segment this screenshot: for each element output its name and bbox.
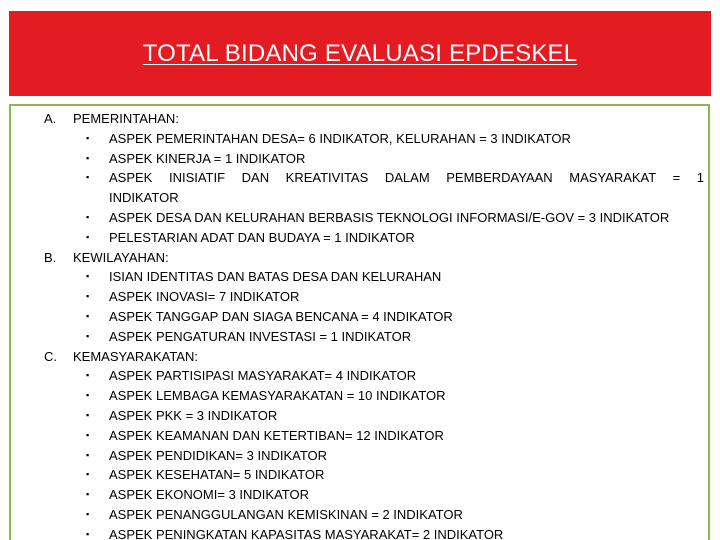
bullet-icon: ▪ (86, 449, 90, 460)
section-kemasyarakatan (44, 347, 704, 540)
list-item-text: ASPEK DESA DAN KELURAHAN BERBASIS TEKNOLOGI INFORMASI/E-GOV = 3 INDIKATOR (109, 209, 670, 225)
list-item-text: ASPEK EKONOMI= 3 INDIKATOR (109, 487, 309, 503)
bullet-icon: ▪ (86, 291, 90, 302)
list-item (86, 465, 704, 485)
list-item-text: ASPEK KESEHATAN= 5 INDIKATOR (109, 467, 325, 483)
bullet-icon: ▪ (86, 508, 90, 519)
list-item (86, 406, 704, 426)
bullet-icon: ▪ (86, 211, 90, 222)
list-item (86, 327, 704, 347)
bullet-icon: ▪ (86, 429, 90, 440)
bullet-icon: ▪ (86, 132, 90, 143)
list-item-text: ASPEK PENINGKATAN KAPASITAS MASYARAKAT= 2 INDIKATOR (109, 526, 504, 540)
section-heading: PEMERINTAHAN: (73, 111, 179, 126)
bullet-icon: ▪ (86, 390, 90, 401)
bullet-icon: ▪ (86, 152, 90, 163)
bullet-icon: ▪ (86, 370, 90, 381)
list-item-text: ASPEK INOVASI= 7 INDIKATOR (109, 289, 300, 305)
bullet-icon: ▪ (86, 330, 90, 341)
section-kewilayahan (44, 248, 704, 347)
list-item-text: ASPEK KINERJA = 1 INDIKATOR (109, 150, 306, 166)
content-list (44, 109, 704, 540)
list-item-text: ASPEK INISIATIF DAN KREATIVITAS DALAM PEMBERDAYAAN MASYARAKAT = 1 INDIKATOR (109, 170, 704, 206)
list-item (86, 525, 704, 540)
bullet-icon: ▪ (86, 172, 90, 183)
bullet-icon: ▪ (86, 528, 90, 539)
slide-title: TOTAL BIDANG EVALUASI EPDESKEL (142, 39, 578, 67)
list-item (86, 267, 704, 287)
section-heading: KEMASYARAKATAN: (73, 348, 198, 364)
list-item-text: ASPEK LEMBAGA KEMASYARAKATAN = 10 INDIKATOR (109, 388, 446, 404)
list-item (86, 446, 704, 466)
list-item-text: ASPEK PENANGGULANGAN KEMISKINAN = 2 INDIKATOR (109, 506, 463, 522)
list-item-text: ASPEK PEMERINTAHAN DESA= 6 INDIKATOR, KELURAHAN = 3 INDIKATOR (109, 130, 571, 146)
section-letter: A. (44, 111, 57, 126)
list-item (86, 366, 704, 386)
list-item-text: ASPEK PARTISIPASI MASYARAKAT= 4 INDIKATOR (109, 368, 417, 384)
list-item (86, 426, 704, 446)
list-item-text: ASPEK KEAMANAN DAN KETERTIBAN= 12 INDIKATOR (109, 427, 444, 443)
list-item (86, 287, 704, 307)
bullet-icon: ▪ (86, 489, 90, 500)
section-heading: KEWILAYAHAN: (73, 249, 169, 265)
list-item (86, 505, 704, 525)
list-item (86, 168, 704, 208)
bullet-icon: ▪ (86, 231, 90, 242)
list-item-text: ASPEK PKK = 3 INDIKATOR (109, 407, 278, 423)
section-pemerintahan (44, 109, 704, 248)
list-item (86, 485, 704, 505)
list-item-text: PELESTARIAN ADAT DAN BUDAYA = 1 INDIKATOR (109, 229, 415, 245)
list-item (86, 149, 704, 169)
bullet-icon: ▪ (86, 271, 90, 282)
title-bar (9, 11, 711, 96)
section-letter: B. (44, 249, 57, 265)
list-item (86, 307, 704, 327)
bullet-icon: ▪ (86, 310, 90, 321)
section-letter: C. (44, 348, 57, 364)
list-item-text: ASPEK PENDIDIKAN= 3 INDIKATOR (109, 447, 328, 463)
bullet-icon: ▪ (86, 409, 90, 420)
list-item-text: ASPEK PENGATURAN INVESTASI = 1 INDIKATOR (109, 328, 412, 344)
list-item-text: ISIAN IDENTITAS DAN BATAS DESA DAN KELURAHAN (109, 269, 442, 285)
bullet-icon: ▪ (86, 469, 90, 480)
list-item (86, 129, 704, 149)
list-item (86, 228, 704, 248)
list-item (86, 386, 704, 406)
list-item (86, 208, 704, 228)
list-item-text: ASPEK TANGGAP DAN SIAGA BENCANA = 4 INDIKATOR (109, 308, 453, 324)
